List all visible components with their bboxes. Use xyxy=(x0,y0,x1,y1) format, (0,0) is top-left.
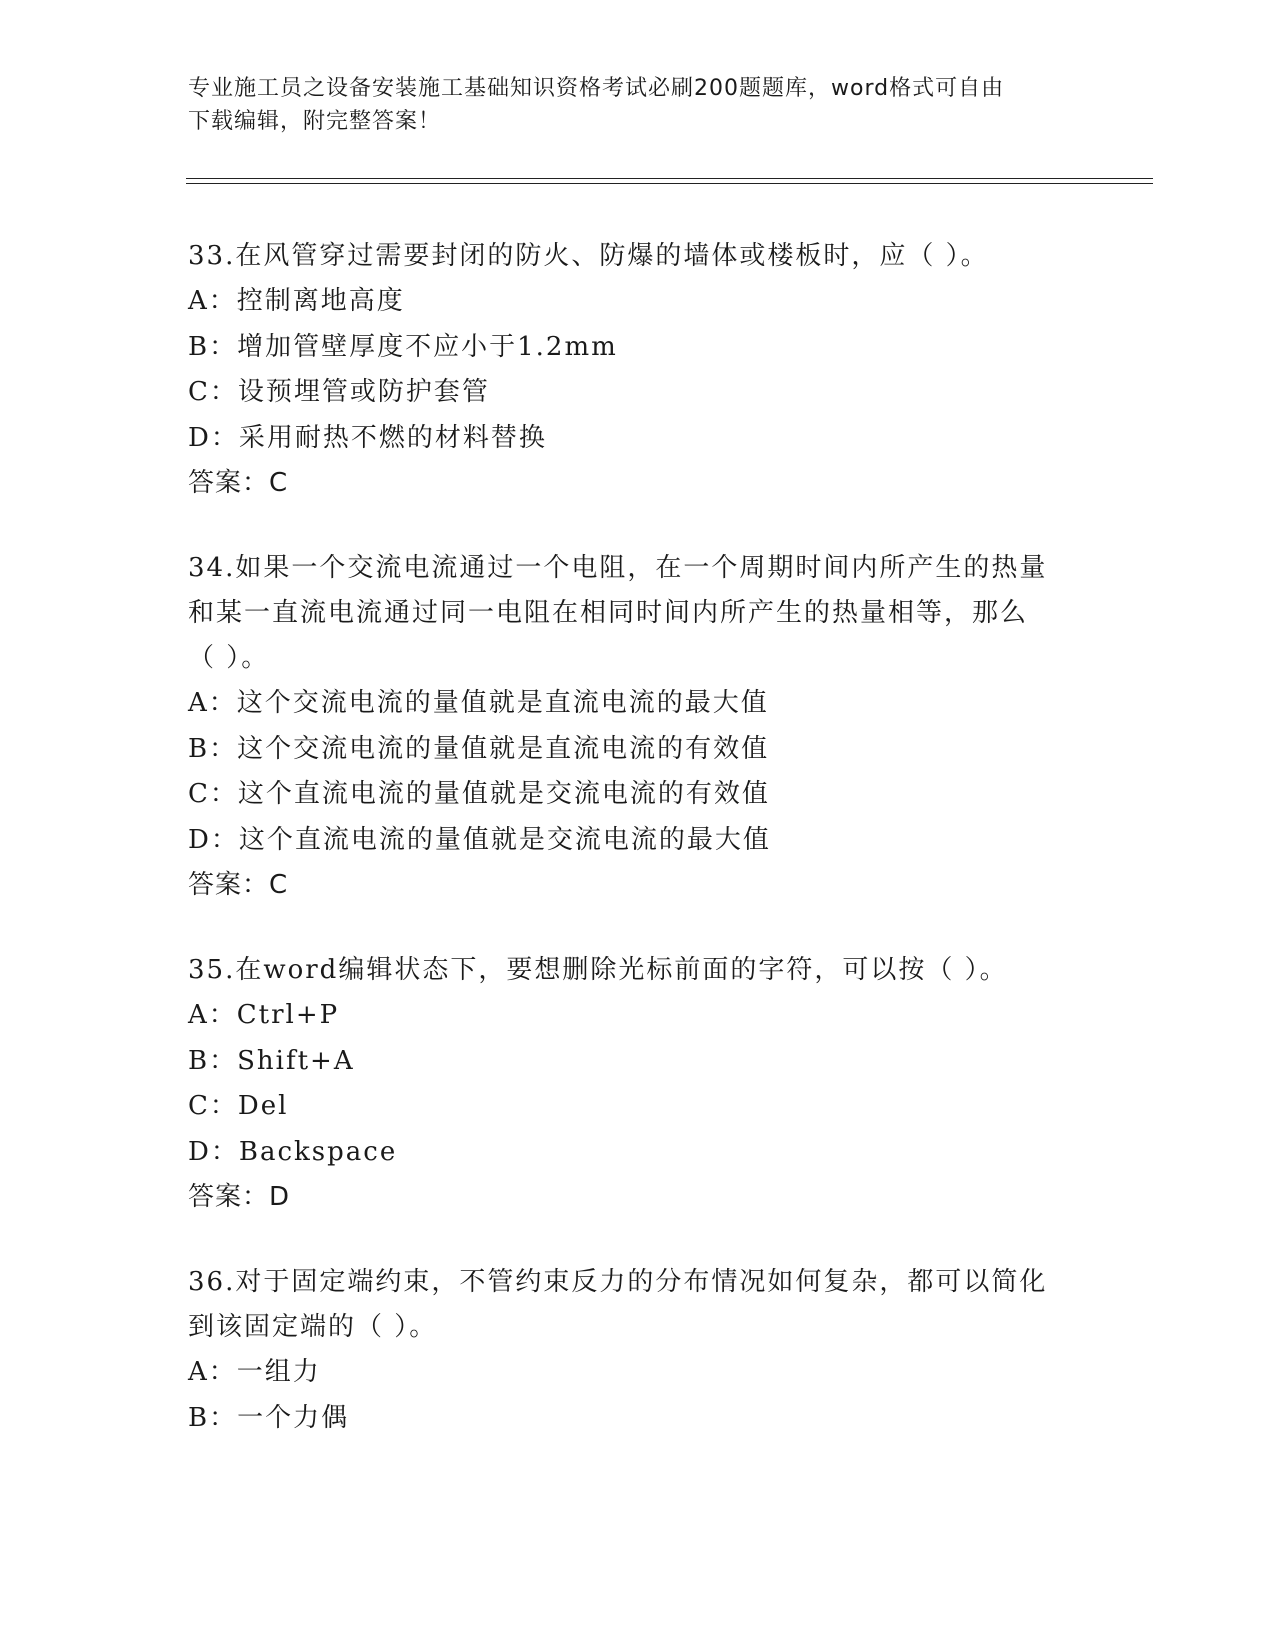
answer-key: 答案：C xyxy=(188,468,289,498)
question-list xyxy=(188,234,1088,1481)
answer-option: B：增加管壁厚度不应小于1.2mm xyxy=(188,331,618,362)
answer-option: B：一个力偶 xyxy=(188,1402,350,1433)
header-line-2: 下载编辑，附完整答案！ xyxy=(188,109,442,134)
document-header xyxy=(188,72,1088,138)
answer-option: A：控制离地高度 xyxy=(188,286,405,316)
answer-key: 答案：C xyxy=(188,870,289,900)
answer-option: A：这个交流电流的量值就是直流电流的最大值 xyxy=(188,688,769,718)
question-stem-line: 35.在word编辑状态下，要想删除光标前面的字符，可以按（ ）。 xyxy=(188,955,1008,985)
question-stem-line: 34.如果一个交流电流通过一个电阻，在一个周期时间内所产生的热量 xyxy=(188,553,1048,583)
answer-option: C：Del xyxy=(188,1091,289,1121)
answer-option: C：设预埋管或防护套管 xyxy=(188,377,490,407)
header-line-1: 专业施工员之设备安装施工基础知识资格考试必刷200题题库，word格式可自由 xyxy=(188,76,1005,101)
question-block xyxy=(188,1260,1088,1441)
answer-option: D：采用耐热不燃的材料替换 xyxy=(188,422,547,453)
question-stem-line: 33.在风管穿过需要封闭的防火、防爆的墙体或楼板时，应（ ）。 xyxy=(188,241,989,271)
answer-option: A：Ctrl+P xyxy=(188,1000,340,1030)
question-stem-line: 到该固定端的（ ）。 xyxy=(188,1312,438,1342)
answer-option: D：Backspace xyxy=(188,1136,398,1167)
answer-option: B：这个交流电流的量值就是直流电流的有效值 xyxy=(188,733,770,764)
answer-option: A：一组力 xyxy=(188,1357,321,1387)
answer-option: B：Shift+A xyxy=(188,1045,355,1076)
question-block xyxy=(188,234,1088,506)
question-block xyxy=(188,546,1088,908)
answer-option: D：这个直流电流的量值就是交流电流的最大值 xyxy=(188,824,771,855)
answer-key: 答案：D xyxy=(188,1182,291,1212)
question-stem-line: （ ）。 xyxy=(188,643,270,673)
question-stem-line: 36.对于固定端约束，不管约束反力的分布情况如何复杂，都可以简化 xyxy=(188,1267,1048,1297)
answer-option: C：这个直流电流的量值就是交流电流的有效值 xyxy=(188,779,770,809)
question-stem-line: 和某一直流电流通过同一电阻在相同时间内所产生的热量相等，那么 xyxy=(188,598,1029,628)
header-divider-top xyxy=(186,178,1153,179)
header-divider-bottom xyxy=(186,183,1153,184)
question-block xyxy=(188,948,1088,1220)
